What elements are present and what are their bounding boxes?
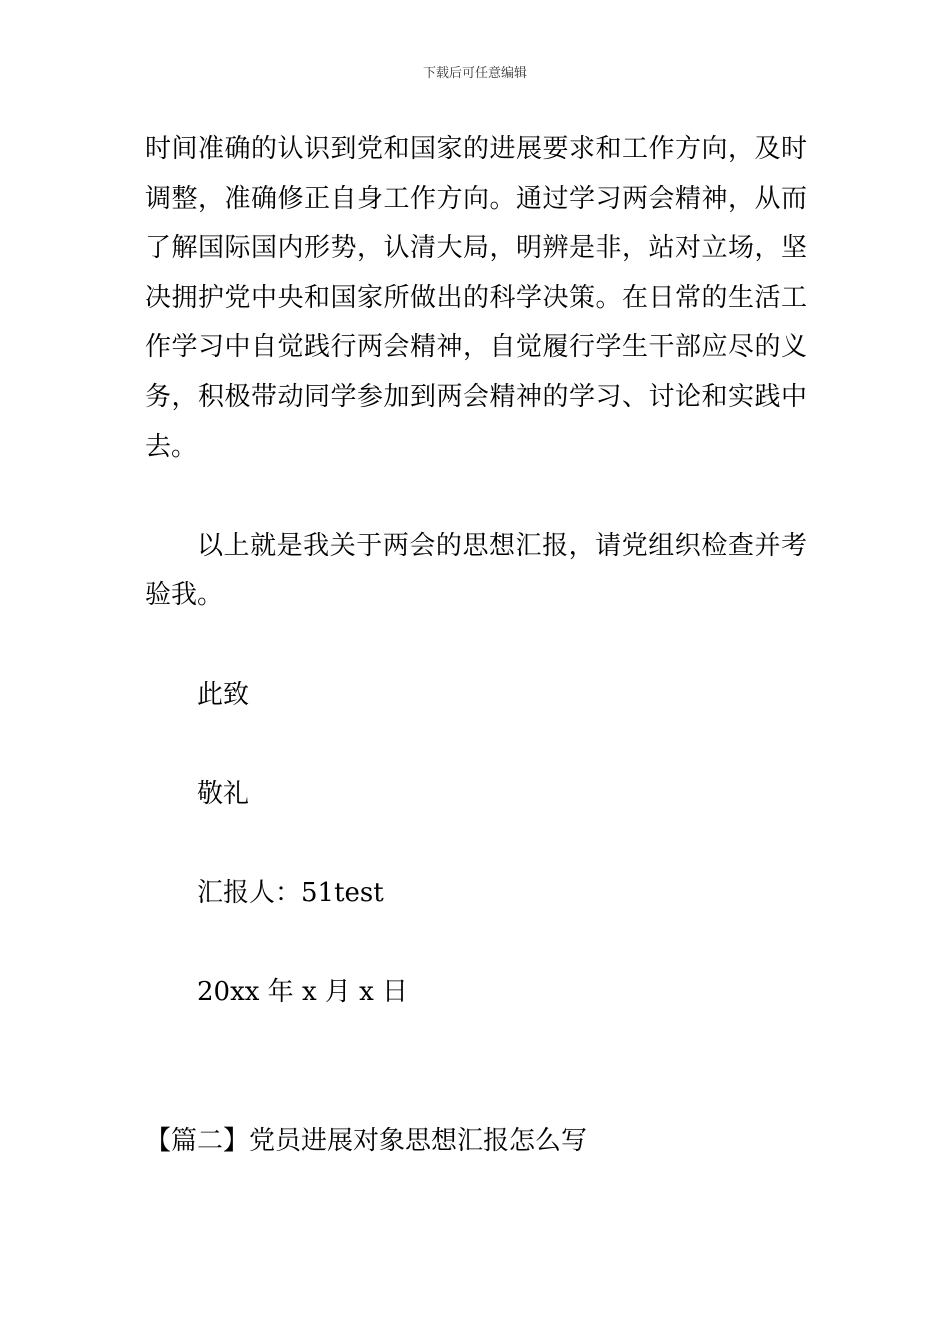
salutation-jingli: 敬礼 — [197, 778, 250, 809]
document-body — [145, 125, 807, 1166]
date-line: 20xx 年 x 月 x 日 — [197, 977, 409, 1008]
salutation-cizhi: 此致 — [197, 679, 250, 710]
paragraph-continued: 时间准确的认识到党和国家的进展要求和工作方向，及时调整，准确修正自身工作方向。通过学习两会精神，从而了解国际国内形势，认清大局，明辨是非，站对立场，坚决拥护党中央和国家所做出的科学决策。在日常的生活工作学习中自觉践行两会精神，自觉履行学生干部应尽的义务，积极带动同学参加到两会精神的学习、讨论和实践中去。 — [145, 134, 807, 462]
section-title: 【篇二】党员进展对象思想汇报怎么写 — [145, 1125, 588, 1156]
reporter-line: 汇报人：51test — [197, 877, 384, 908]
page-header: 下载后可任意编辑 — [422, 66, 527, 81]
paragraph-closing: 以上就是我关于两会的思想汇报，请党组织检查并考验我。 — [145, 530, 807, 611]
